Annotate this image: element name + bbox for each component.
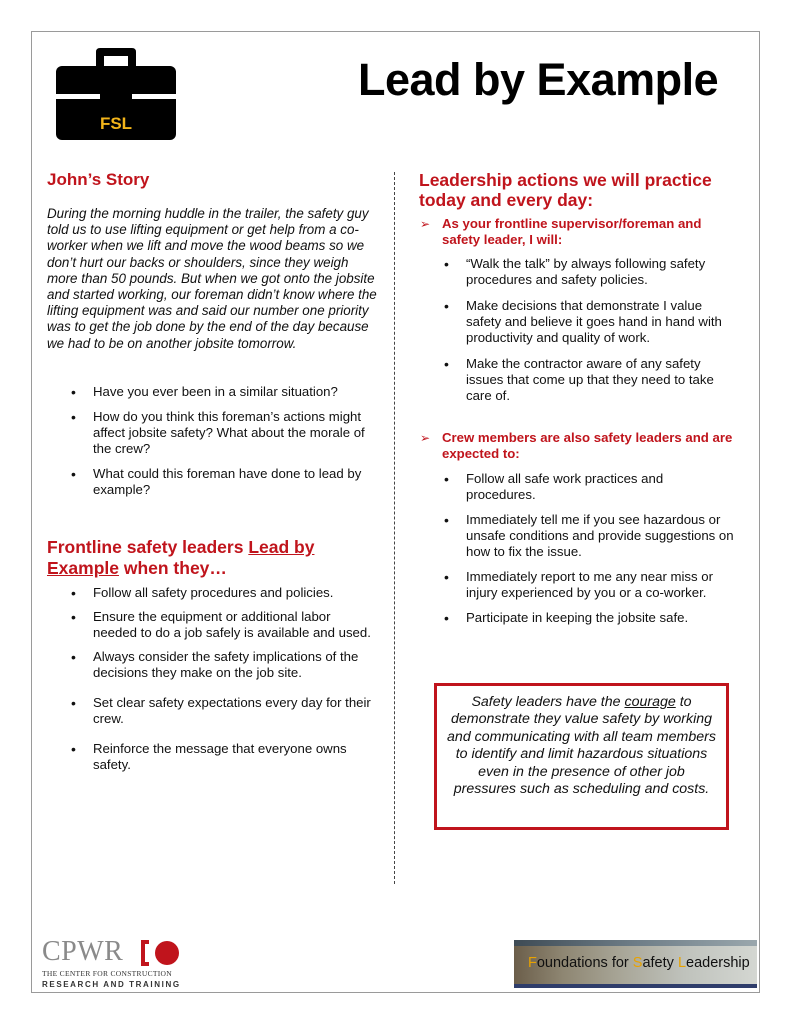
frontline-heading-post: when they… — [118, 558, 227, 578]
cpwr-tagline-2: RESEARCH AND TRAINING — [42, 980, 181, 989]
list-item: • How do you think this foreman’s actions might affect jobsite safety? What about the morale of the crew? — [69, 409, 374, 457]
courage-quote-box — [434, 683, 729, 830]
johns-story-heading: John’s Story — [47, 170, 150, 189]
quote-emphasis: courage — [624, 694, 676, 710]
arrow-bullet-icon: ➢ — [420, 217, 431, 231]
list-item: • What could this foreman have done to lead by example? — [69, 466, 374, 498]
banner-bottom-strip — [514, 984, 757, 988]
crew-subheading — [420, 430, 740, 462]
page-title: Lead by Example — [358, 54, 719, 105]
johns-story-text: During the morning huddle in the trailer, the safety guy told us to use lifting equipment or get help from a co-worker when we lift and move the wood beams so we don’t hurt our backs or shoulders, since they weigh more than 50 pounds. But when we got onto the jobsite and started working, our foreman didn’t know where the lifting equipment was and said our number one priority was to get the job done by the end of the day because we had to be on another jobsite tomorrow. — [47, 206, 377, 351]
list-item: • Participate in keeping the jobsite safe. — [442, 610, 734, 626]
list-item: • Follow all safety procedures and policies. — [69, 585, 374, 601]
supervisor-subheading-text: As your frontline supervisor/foreman and safety leader, I will: — [442, 216, 702, 247]
list-item: • “Walk the talk” by always following safety procedures and safety policies. — [442, 256, 734, 288]
banner-text — [528, 955, 750, 971]
supervisor-subheading — [420, 216, 740, 248]
list-item: • Set clear safety expectations every day for their crew. — [69, 695, 374, 727]
quote-pre: Safety leaders have the — [471, 694, 625, 710]
list-item: • Have you ever been in a similar situation? — [69, 384, 374, 400]
quote-post: to demonstrate they value safety by working and communicating with all team members to identify and limit hazardous situations even in the presence of other job pressures such as scheduling and costs. — [447, 694, 716, 798]
banner-word-2: afety — [642, 955, 678, 971]
list-item: • Always consider the safety implications of the decisions they make on the job site. — [69, 649, 374, 681]
column-divider — [394, 172, 395, 884]
cpwr-logo — [42, 936, 192, 992]
banner-letter-l: L — [677, 955, 687, 971]
cpwr-bracket-circle-icon — [139, 938, 183, 968]
crew-subheading-text: Crew members are also safety leaders and are expected to: — [442, 430, 733, 461]
fsl-banner — [514, 940, 757, 988]
frontline-heading — [47, 537, 367, 579]
list-item: • Immediately report to me any near miss or injury experienced by you or a co-worker. — [442, 569, 734, 601]
banner-word-1: oundations for — [536, 955, 633, 971]
banner-word-3: eadership — [686, 955, 750, 971]
banner-letter-s: S — [632, 955, 643, 971]
list-item: • Immediately tell me if you see hazardous or unsafe conditions and provide suggestions on how to fix the issue. — [442, 512, 734, 560]
cpwr-tagline-1: THE CENTER FOR CONSTRUCTION — [42, 969, 172, 978]
list-item: • Make the contractor aware of any safety issues that come up that they need to take care of. — [442, 356, 734, 404]
crew-list — [442, 471, 734, 635]
leadership-heading: Leadership actions we will practice today and every day: — [419, 170, 712, 210]
banner-letter-f: F — [528, 955, 537, 971]
banner-top-strip — [514, 940, 757, 946]
list-item: • Follow all safe work practices and procedures. — [442, 471, 734, 503]
lead-by-example-emphasis: Lead by Example — [47, 537, 315, 578]
supervisor-list — [442, 256, 734, 414]
fsl-label: FSL — [99, 114, 133, 133]
story-questions-list — [69, 384, 374, 507]
frontline-heading-pre: Frontline safety leaders — [47, 537, 249, 557]
list-item: • Ensure the equipment or additional labor needed to do a job safely is available and used. — [69, 609, 374, 641]
fsl-toolbox-logo — [56, 48, 176, 140]
arrow-bullet-icon: ➢ — [420, 431, 431, 445]
cpwr-name: CPWR — [42, 936, 124, 967]
list-item: • Reinforce the message that everyone owns safety. — [69, 741, 374, 773]
list-item: • Make decisions that demonstrate I value safety and believe it goes hand in hand with productivity and quality of work. — [442, 298, 734, 346]
frontline-list — [69, 585, 374, 781]
